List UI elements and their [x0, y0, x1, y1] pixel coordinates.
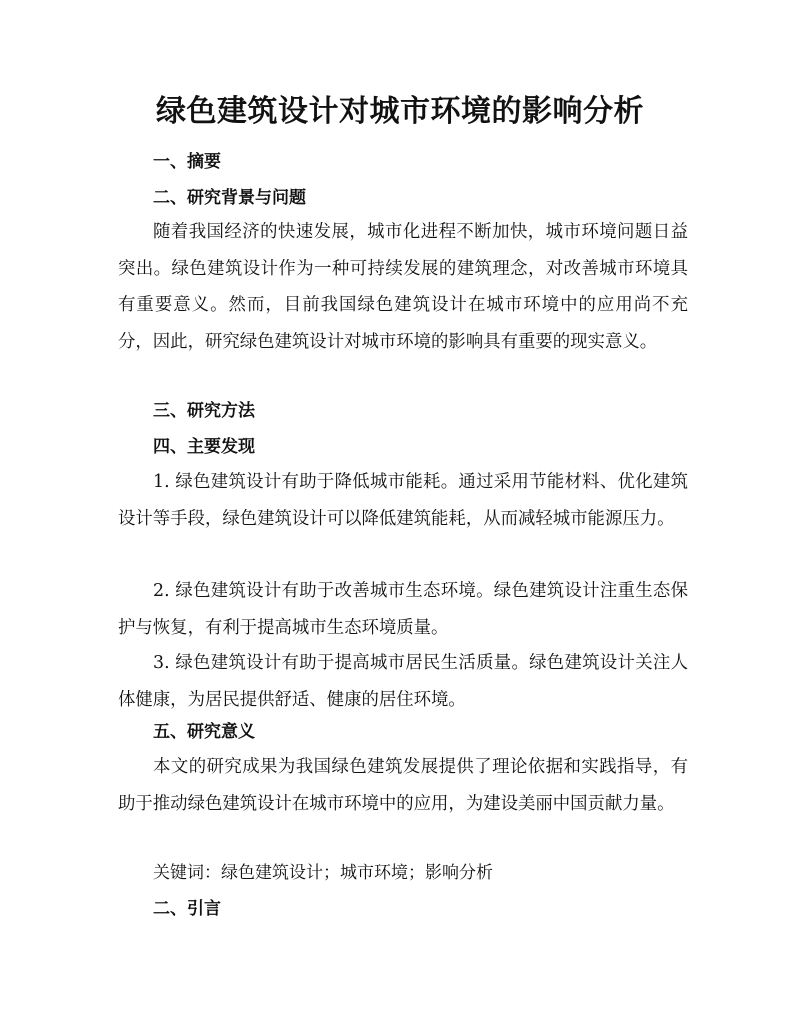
section-heading-method: 三、研究方法: [153, 401, 255, 421]
section-heading-introduction: 二、引言: [153, 899, 221, 919]
section-heading-abstract: 一、摘要: [153, 152, 221, 172]
section-heading-significance: 五、研究意义: [153, 722, 255, 742]
section-heading-findings: 四、主要发现: [153, 437, 255, 457]
significance-paragraph: 本文的研究成果为我国绿色建筑发展提供了理论依据和实践指导，有助于推动绿色建筑设计在城市环境中的应用，为建设美丽中国贡献力量。: [118, 757, 688, 814]
background-paragraph: 随着我国经济的快速发展，城市化进程不断加快，城市环境问题日益突出。绿色建筑设计作为一种可持续发展的建筑理念，对改善城市环境具有重要意义。然而，目前我国绿色建筑设计在城市环境中的应用尚不充分，因此，研究绿色建筑设计对城市环境的影响具有重要的现实意义。: [118, 222, 688, 353]
finding-1-paragraph: 1. 绿色建筑设计有助于降低城市能耗。通过采用节能材料、优化建筑设计等手段，绿色建筑设计可以降低建筑能耗，从而减轻城市能源压力。: [118, 472, 688, 529]
keywords-line: 关键词：绿色建筑设计；城市环境；影响分析: [153, 863, 493, 883]
document-title: 绿色建筑设计对城市环境的影响分析: [156, 94, 644, 129]
finding-2-paragraph: 2. 绿色建筑设计有助于改善城市生态环境。绿色建筑设计注重生态保护与恢复，有利于提高城市生态环境质量。: [118, 581, 688, 638]
section-heading-background: 二、研究背景与问题: [153, 188, 306, 208]
finding-3-paragraph: 3. 绿色建筑设计有助于提高城市居民生活质量。绿色建筑设计关注人体健康，为居民提供舒适、健康的居住环境。: [118, 653, 688, 710]
